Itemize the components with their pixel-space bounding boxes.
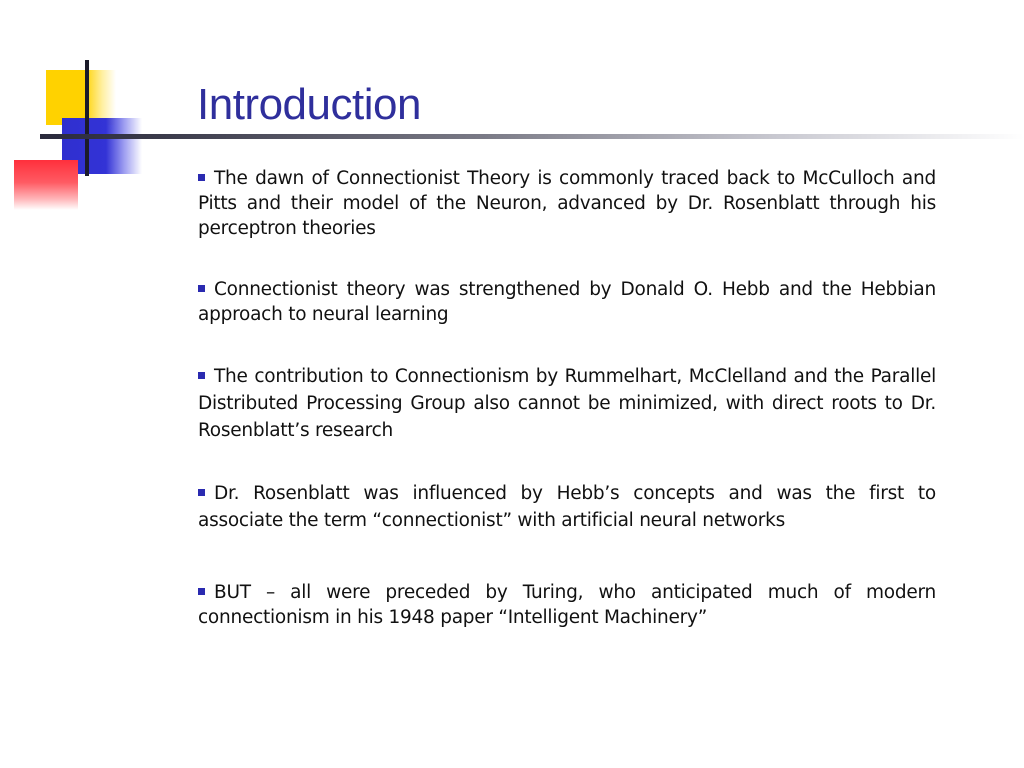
red-square-decoration xyxy=(14,160,78,210)
bullet-text: BUT – all were preceded by Turing, who anticipated much of modern connectionism in his 1948 paper “Intelligent Machinery” xyxy=(198,582,936,628)
bullet-item xyxy=(198,277,936,327)
bullet-text: Dr. Rosenblatt was influenced by Hebb’s concepts and was the first to associate the term “connectionist” with artificial neural networks xyxy=(198,483,936,531)
bullet-list xyxy=(198,166,936,630)
square-bullet-icon xyxy=(198,285,205,292)
bullet-item xyxy=(198,580,936,630)
slide-title: Introduction xyxy=(197,80,421,129)
bullet-text: The contribution to Connectionism by Rummelhart, McClelland and the Parallel Distributed Processing Group also cannot be minimized, with direct roots to Dr. Rosenblatt’s research xyxy=(198,366,936,441)
bullet-text: The dawn of Connectionist Theory is commonly traced back to McCulloch and Pitts and their model of the Neuron, advanced by Dr. Rosenblatt through his perceptron theories xyxy=(198,168,936,239)
decorative-logo-blocks xyxy=(0,0,180,215)
vertical-rule-decoration xyxy=(85,60,89,176)
bullet-item xyxy=(198,166,936,241)
square-bullet-icon xyxy=(198,489,205,496)
bullet-text: Connectionist theory was strengthened by Donald O. Hebb and the Hebbian approach to neural learning xyxy=(198,279,936,325)
square-bullet-icon xyxy=(198,372,205,379)
bullet-item xyxy=(198,480,936,534)
square-bullet-icon xyxy=(198,588,205,595)
bullet-item xyxy=(198,363,936,444)
yellow-square-decoration xyxy=(46,70,116,125)
square-bullet-icon xyxy=(198,174,205,181)
title-underline-rule xyxy=(40,134,1024,139)
